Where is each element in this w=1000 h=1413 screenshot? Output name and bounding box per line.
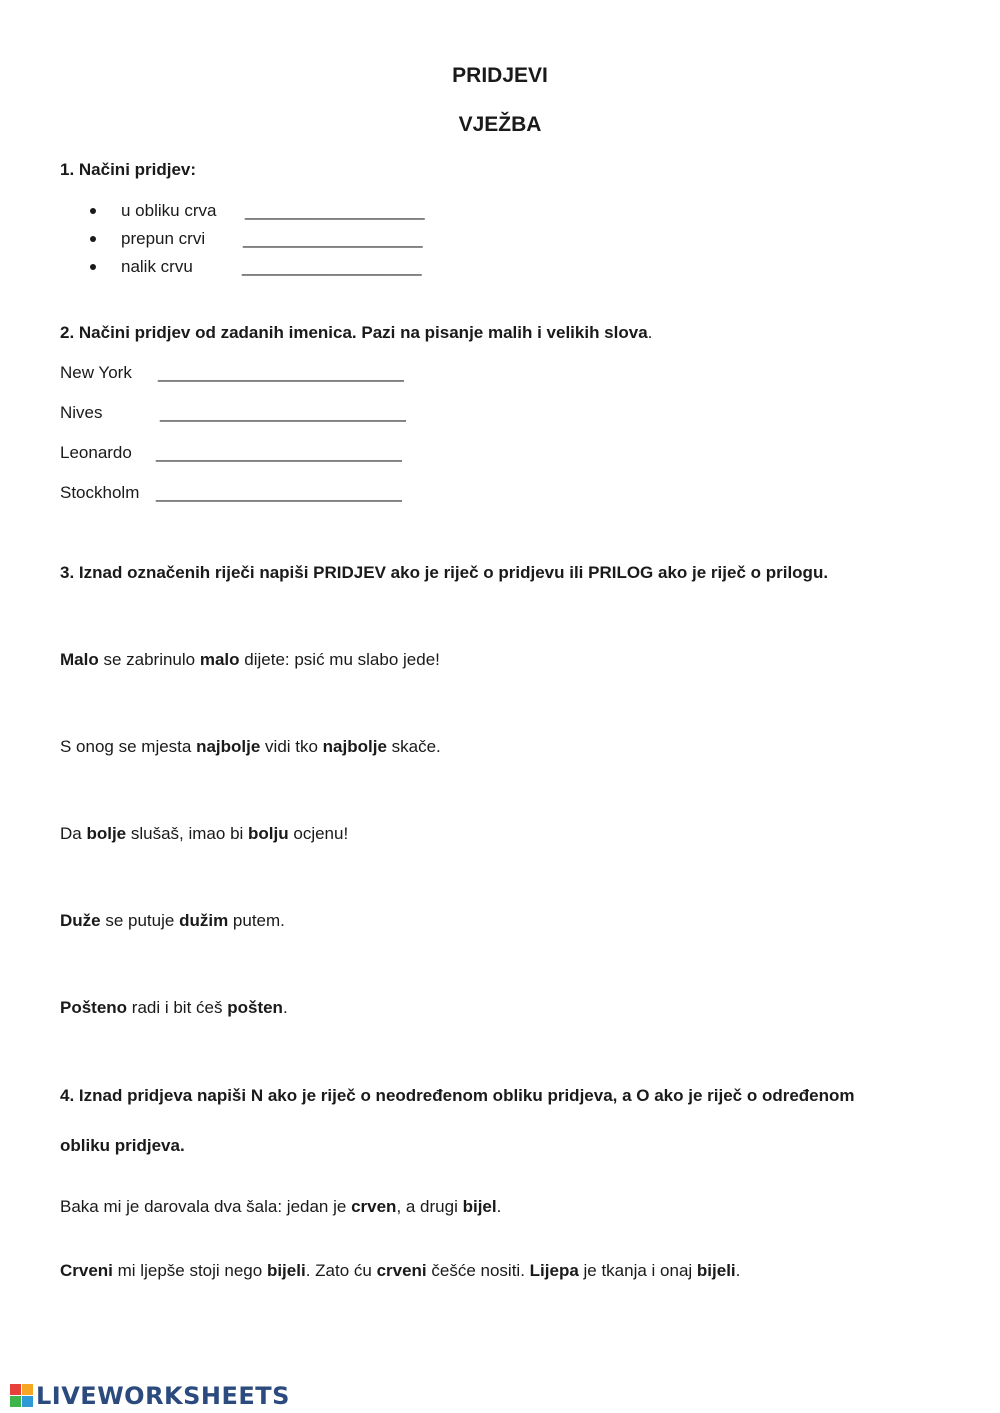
- sentence-text: je tkanja i onaj: [578, 1261, 697, 1280]
- question-4-heading-cont: obliku pridjeva.: [60, 1136, 185, 1155]
- sentence-text: radi i bit ćeš: [127, 998, 228, 1017]
- page-title: PRIDJEVI: [452, 64, 548, 87]
- list-item-label: u obliku crva: [121, 201, 217, 220]
- question-2-heading: [60, 323, 652, 343]
- sentence: [60, 998, 288, 1018]
- noun-label: Stockholm: [60, 483, 140, 502]
- sentence-text: Da: [60, 824, 87, 843]
- marked-word: dužim: [179, 911, 229, 930]
- bullet-icon: [90, 264, 96, 270]
- marked-word: bolju: [248, 824, 289, 843]
- sentence-text: se putuje: [100, 911, 180, 930]
- marked-word: najbolje: [196, 737, 261, 756]
- answer-blank[interactable]: ___________________: [243, 229, 423, 248]
- marked-word: Pošteno: [60, 998, 128, 1017]
- marked-word: Crveni: [60, 1261, 113, 1280]
- question-2-heading-end: .: [647, 323, 653, 342]
- sentence-text: putem.: [228, 911, 285, 930]
- sentence-text: S onog se mjesta: [60, 737, 197, 756]
- answer-blank[interactable]: __________________________: [156, 443, 402, 462]
- marked-word: bolje: [86, 824, 127, 843]
- marked-word: najbolje: [322, 737, 387, 756]
- marked-word: crveni: [376, 1261, 427, 1280]
- sentence: [60, 737, 441, 757]
- marked-word: crven: [351, 1197, 397, 1216]
- sentence-text: Baka mi je darovala dva šala: jedan je: [60, 1197, 352, 1216]
- question-2-heading-text: 2. Načini pridjev od zadanih imenica. Pazi na pisanje malih i velikih slova: [60, 323, 648, 342]
- answer-blank[interactable]: ___________________: [245, 201, 425, 220]
- sentence-text: češće nositi.: [426, 1261, 530, 1280]
- noun-label: Nives: [60, 403, 103, 422]
- sentence: [60, 1197, 501, 1217]
- sentence-text: dijete: psić mu slabo jede!: [239, 650, 440, 669]
- answer-blank[interactable]: __________________________: [160, 403, 406, 422]
- marked-word: bijeli: [266, 1261, 306, 1280]
- sentence-text: mi ljepše stoji nego: [112, 1261, 267, 1280]
- sentence: [60, 911, 285, 931]
- marked-word: bijel: [462, 1197, 497, 1216]
- sentence: [60, 1261, 740, 1281]
- page-subtitle: VJEŽBA: [458, 113, 542, 136]
- marked-word: bijeli: [696, 1261, 736, 1280]
- sentence-text: ocjenu!: [288, 824, 349, 843]
- answer-blank[interactable]: ___________________: [242, 257, 422, 276]
- sentence-text: slušaš, imao bi: [126, 824, 249, 843]
- marked-word: malo: [199, 650, 240, 669]
- sentence-text: .: [735, 1261, 741, 1280]
- sentence-text: . Zato ću: [305, 1261, 377, 1280]
- sentence-text: se zabrinulo: [98, 650, 200, 669]
- list-item-label: nalik crvu: [121, 257, 193, 276]
- list-item-label: prepun crvi: [121, 229, 206, 248]
- sentence-text: skače.: [386, 737, 441, 756]
- marked-word: Duže: [60, 911, 101, 930]
- marked-word: Malo: [60, 650, 99, 669]
- logo-text: LIVEWORKSHEETS: [36, 1382, 290, 1410]
- sentence-text: .: [282, 998, 288, 1017]
- answer-blank[interactable]: __________________________: [158, 363, 404, 382]
- sentence: [60, 824, 348, 844]
- question-4-heading: 4. Iznad pridjeva napiši N ako je riječ o neodređenom obliku pridjeva, a O ako je riječ o određenom: [60, 1086, 855, 1105]
- question-1-heading: 1. Načini pridjev:: [60, 160, 197, 179]
- marked-word: Lijepa: [529, 1261, 579, 1280]
- sentence-text: vidi tko: [260, 737, 323, 756]
- bullet-icon: [90, 236, 96, 242]
- sentence-text: , a drugi: [396, 1197, 463, 1216]
- noun-label: Leonardo: [60, 443, 132, 462]
- noun-label: New York: [60, 363, 132, 382]
- sentence: [60, 650, 440, 670]
- logo-blocks-icon: [10, 1384, 34, 1408]
- sentence-text: .: [496, 1197, 502, 1216]
- answer-blank[interactable]: __________________________: [156, 483, 402, 502]
- bullet-icon: [90, 208, 96, 214]
- liveworksheets-logo[interactable]: [10, 1380, 290, 1412]
- marked-word: pošten: [227, 998, 283, 1017]
- question-3-heading: 3. Iznad označenih riječi napiši PRIDJEV ako je riječ o pridjevu ili PRILOG ako je riječ o prilogu.: [60, 563, 829, 582]
